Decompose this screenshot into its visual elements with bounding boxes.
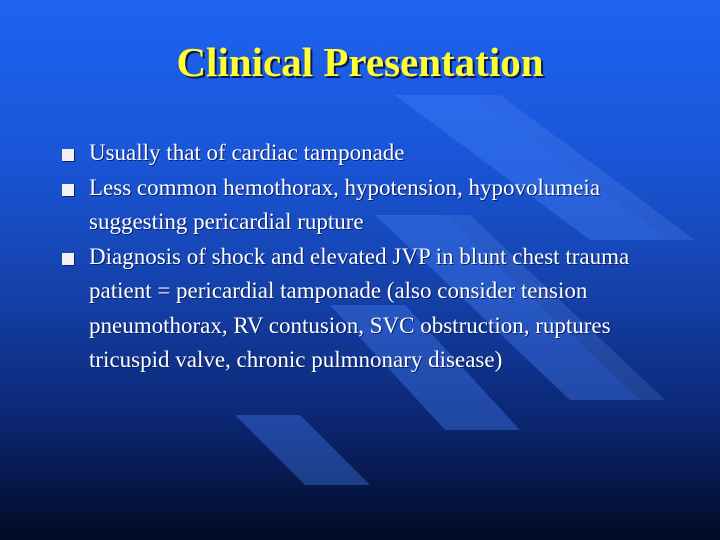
- square-bullet-icon: [62, 253, 74, 265]
- bullet-item: [60, 136, 670, 171]
- bullet-list: [60, 136, 670, 378]
- slide-title: Clinical Presentation: [176, 39, 544, 85]
- bullet-text: Diagnosis of shock and elevated JVP in blunt chest trauma patient = pericardial tamponade (also consider tension pneumothorax, RV contusion, SVC obstruction, ruptures tricuspid valve, chronic pulmnonary disease): [89, 243, 630, 372]
- square-bullet-icon: [62, 184, 74, 196]
- bullet-text: Usually that of cardiac tamponade: [89, 140, 405, 165]
- bullet-item: [60, 171, 670, 240]
- bullet-item: [60, 240, 670, 378]
- bullet-text: Less common hemothorax, hypotension, hypovolumeia suggesting pericardial rupture: [89, 174, 601, 234]
- square-bullet-icon: [62, 149, 74, 161]
- diagonal-band-4: [235, 415, 370, 485]
